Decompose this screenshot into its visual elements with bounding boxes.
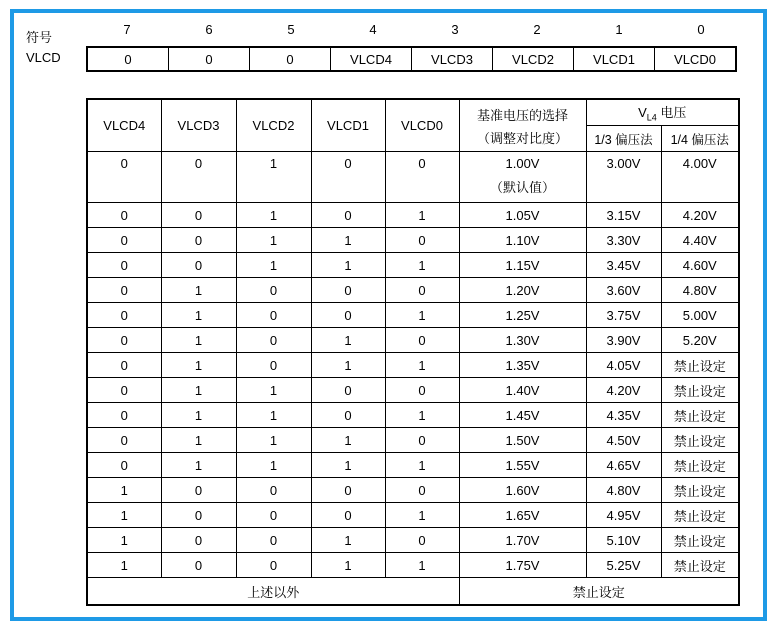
cell-vl4-1-3: 4.35V — [586, 403, 661, 428]
register-bit-cell: VLCD2 — [493, 47, 574, 71]
header-reference-voltage — [459, 99, 586, 152]
bit-number: 6 — [205, 22, 213, 37]
cell-vl4-1-3: 3.90V — [586, 328, 661, 353]
cell-bit: 0 — [87, 228, 161, 253]
cell-bit: 0 — [161, 553, 236, 578]
header-vlcd1: VLCD1 — [311, 99, 385, 152]
cell-bit: 1 — [161, 353, 236, 378]
cell-bit: 0 — [311, 503, 385, 528]
default-value-note: （默认值） — [489, 180, 555, 195]
cell-bit: 1 — [385, 403, 459, 428]
cell-bit: 1 — [161, 278, 236, 303]
cell-bit: 1 — [161, 453, 236, 478]
cell-bit: 0 — [385, 228, 459, 253]
cell-bit: 0 — [87, 328, 161, 353]
register-bit-cell: 0 — [169, 47, 250, 71]
cell-bit: 1 — [311, 228, 385, 253]
cell-bit: 0 — [385, 328, 459, 353]
cell-bit: 0 — [161, 478, 236, 503]
table-row-default — [87, 152, 739, 203]
vlcd-setting-table — [86, 98, 740, 606]
header-vlcd3: VLCD3 — [161, 99, 236, 152]
cell-vl4-1-3: 4.65V — [586, 453, 661, 478]
cell-vl4-1-4: 禁止设定 — [661, 453, 739, 478]
cell-bit: 1 — [385, 353, 459, 378]
reference-voltage-value: 1.00V — [505, 156, 540, 171]
table-row — [87, 278, 739, 303]
cell-reference-voltage: 1.65V — [459, 503, 586, 528]
cell-bit: 1 — [161, 303, 236, 328]
table-row — [87, 503, 739, 528]
cell-bit: 0 — [385, 428, 459, 453]
cell-vl4-1-3: 3.15V — [586, 203, 661, 228]
bit-number: 4 — [369, 22, 377, 37]
table-row — [87, 478, 739, 503]
cell-bit: 1 — [311, 328, 385, 353]
cell-bit: 0 — [236, 553, 311, 578]
cell-reference-voltage: 1.75V — [459, 553, 586, 578]
cell-bit: 1 — [385, 553, 459, 578]
cell-bit: 1 — [87, 528, 161, 553]
cell-bit: 1 — [385, 203, 459, 228]
footer-prohibited: 禁止设定 — [459, 578, 739, 606]
cell-bit: 0 — [161, 528, 236, 553]
vl4-v: V — [638, 105, 647, 121]
cell-reference-voltage: 1.70V — [459, 528, 586, 553]
cell-bit: 1 — [311, 428, 385, 453]
table-row — [87, 553, 739, 578]
cell-bit: 0 — [236, 353, 311, 378]
cell-bit: 1 — [236, 203, 311, 228]
cell-vl4-1-3: 4.80V — [586, 478, 661, 503]
cell-vl4-1-3: 5.25V — [586, 553, 661, 578]
cell-bit: 0 — [87, 403, 161, 428]
cell-bit: 1 — [385, 253, 459, 278]
table-row — [87, 528, 739, 553]
vl4-suffix: 电压 — [656, 105, 687, 121]
cell-bit: 1 — [385, 503, 459, 528]
cell-vl4-1-3: 4.95V — [586, 503, 661, 528]
cell-reference-voltage: 1.35V — [459, 353, 586, 378]
cell-reference-voltage: 1.30V — [459, 328, 586, 353]
cell-vl4-1-4: 4.80V — [661, 278, 739, 303]
cell-bit: 0 — [311, 403, 385, 428]
cell-bit: 0 — [236, 503, 311, 528]
register-bit-cell: VLCD1 — [574, 47, 655, 71]
cell-vl4-1-4: 5.20V — [661, 328, 739, 353]
cell-vl4-1-3: 4.20V — [586, 378, 661, 403]
cell-bit: 0 — [87, 203, 161, 228]
bit-number: 3 — [451, 22, 459, 37]
cell-bit: 0 — [385, 152, 459, 203]
cell-reference-voltage: 1.50V — [459, 428, 586, 453]
cell-bit: 0 — [311, 278, 385, 303]
cell-bit: 1 — [87, 553, 161, 578]
cell-bit: 1 — [87, 478, 161, 503]
register-table — [86, 46, 737, 72]
cell-vl4-1-4: 禁止设定 — [661, 503, 739, 528]
cell-bit: 0 — [236, 528, 311, 553]
cell-vl4-1-4: 禁止设定 — [661, 403, 739, 428]
cell-vl4-1-3: 3.60V — [586, 278, 661, 303]
cell-bit: 1 — [385, 453, 459, 478]
cell-bit: 1 — [236, 453, 311, 478]
cell-bit: 0 — [311, 203, 385, 228]
cell-bit: 0 — [161, 253, 236, 278]
bit-number: 5 — [287, 22, 295, 37]
reference-voltage-subtitle: （调整对比度） — [476, 130, 568, 146]
cell-reference-voltage: 1.20V — [459, 278, 586, 303]
cell-bit: 1 — [161, 328, 236, 353]
cell-bit: 0 — [236, 278, 311, 303]
cell-bit: 0 — [385, 278, 459, 303]
cell-bit: 0 — [87, 353, 161, 378]
cell-vl4-1-4: 5.00V — [661, 303, 739, 328]
table-row — [87, 253, 739, 278]
cell-vl4-1-4: 4.20V — [661, 203, 739, 228]
cell-reference-voltage: 1.15V — [459, 253, 586, 278]
cell-bit: 0 — [87, 303, 161, 328]
cell-vl4-1-4: 4.40V — [661, 228, 739, 253]
cell-bit: 0 — [87, 453, 161, 478]
cell-bit: 0 — [87, 278, 161, 303]
bit-number: 7 — [123, 22, 131, 37]
cell-bit: 0 — [385, 378, 459, 403]
header-vlcd0: VLCD0 — [385, 99, 459, 152]
header-vlcd4: VLCD4 — [87, 99, 161, 152]
header-bias-1-4: 1/4 偏压法 — [661, 126, 739, 152]
register-bit-cell: VLCD0 — [655, 47, 737, 71]
cell-bit: 1 — [161, 428, 236, 453]
cell-bit: 0 — [236, 328, 311, 353]
cell-vl4-1-4: 4.00V — [661, 152, 739, 203]
bit-number: 2 — [533, 22, 541, 37]
cell-bit: 1 — [311, 553, 385, 578]
cell-bit: 0 — [385, 528, 459, 553]
cell-vl4-1-4: 禁止设定 — [661, 378, 739, 403]
cell-bit: 1 — [311, 253, 385, 278]
cell-vl4-1-3: 4.05V — [586, 353, 661, 378]
cell-vl4-1-4: 禁止设定 — [661, 478, 739, 503]
cell-bit: 0 — [311, 378, 385, 403]
register-bit-cell: VLCD3 — [412, 47, 493, 71]
table-header-row — [87, 99, 739, 126]
cell-bit: 0 — [87, 378, 161, 403]
cell-reference-voltage: 1.55V — [459, 453, 586, 478]
cell-vl4-1-4: 禁止设定 — [661, 428, 739, 453]
cell-vl4-1-3: 3.45V — [586, 253, 661, 278]
table-footer-row — [87, 578, 739, 606]
table-row — [87, 353, 739, 378]
register-value-row — [87, 47, 736, 71]
cell-bit: 0 — [87, 152, 161, 203]
cell-bit: 0 — [161, 503, 236, 528]
cell-bit: 0 — [87, 428, 161, 453]
header-bias-1-3: 1/3 偏压法 — [586, 126, 661, 152]
cell-bit: 0 — [236, 478, 311, 503]
table-row — [87, 303, 739, 328]
cell-vl4-1-3: 4.50V — [586, 428, 661, 453]
cell-vl4-1-4: 禁止设定 — [661, 553, 739, 578]
cell-bit: 1 — [236, 152, 311, 203]
table-row — [87, 428, 739, 453]
cell-bit: 0 — [311, 152, 385, 203]
cell-vl4-1-4: 禁止设定 — [661, 528, 739, 553]
cell-bit: 0 — [311, 478, 385, 503]
cell-vl4-1-3: 5.10V — [586, 528, 661, 553]
vl4-sub: L4 — [646, 112, 657, 123]
register-bit-cell: 0 — [250, 47, 331, 71]
register-bit-cell: VLCD4 — [331, 47, 412, 71]
table-row — [87, 453, 739, 478]
cell-bit: 1 — [311, 528, 385, 553]
footer-other-settings: 上述以外 — [87, 578, 459, 606]
cell-bit: 1 — [87, 503, 161, 528]
header-vlcd2: VLCD2 — [236, 99, 311, 152]
cell-vl4-1-3: 3.00V — [586, 152, 661, 203]
table-row — [87, 403, 739, 428]
cell-vl4-1-3: 3.75V — [586, 303, 661, 328]
cell-bit: 1 — [385, 303, 459, 328]
cell-bit: 1 — [236, 253, 311, 278]
cell-bit: 1 — [236, 378, 311, 403]
cell-vl4-1-3: 3.30V — [586, 228, 661, 253]
cell-reference-voltage: 1.25V — [459, 303, 586, 328]
register-bit-cell: 0 — [87, 47, 169, 71]
cell-reference-voltage — [459, 152, 586, 203]
table-body — [87, 203, 739, 578]
cell-bit: 0 — [385, 478, 459, 503]
table-row — [87, 203, 739, 228]
symbol-label: 符号 — [26, 30, 53, 45]
cell-reference-voltage: 1.40V — [459, 378, 586, 403]
cell-bit: 0 — [161, 152, 236, 203]
cell-bit: 0 — [161, 203, 236, 228]
cell-bit: 1 — [161, 403, 236, 428]
bit-number: 1 — [615, 22, 623, 37]
cell-bit: 1 — [236, 403, 311, 428]
header-vl4-voltage — [586, 99, 739, 126]
cell-reference-voltage: 1.10V — [459, 228, 586, 253]
cell-bit: 1 — [236, 428, 311, 453]
cell-vl4-1-4: 禁止设定 — [661, 353, 739, 378]
cell-reference-voltage: 1.05V — [459, 203, 586, 228]
reference-voltage-title: 基准电压的选择 — [476, 107, 568, 123]
table-row — [87, 228, 739, 253]
cell-reference-voltage: 1.60V — [459, 478, 586, 503]
cell-bit: 1 — [236, 228, 311, 253]
cell-bit: 1 — [161, 378, 236, 403]
table-row — [87, 378, 739, 403]
cell-reference-voltage: 1.45V — [459, 403, 586, 428]
cell-bit: 1 — [311, 453, 385, 478]
table-row — [87, 328, 739, 353]
cell-bit: 0 — [236, 303, 311, 328]
cell-bit: 0 — [87, 253, 161, 278]
register-name: VLCD — [26, 50, 61, 65]
cell-vl4-1-4: 4.60V — [661, 253, 739, 278]
bit-number: 0 — [697, 22, 705, 37]
cell-bit: 0 — [311, 303, 385, 328]
cell-bit: 0 — [161, 228, 236, 253]
cell-bit: 1 — [311, 353, 385, 378]
